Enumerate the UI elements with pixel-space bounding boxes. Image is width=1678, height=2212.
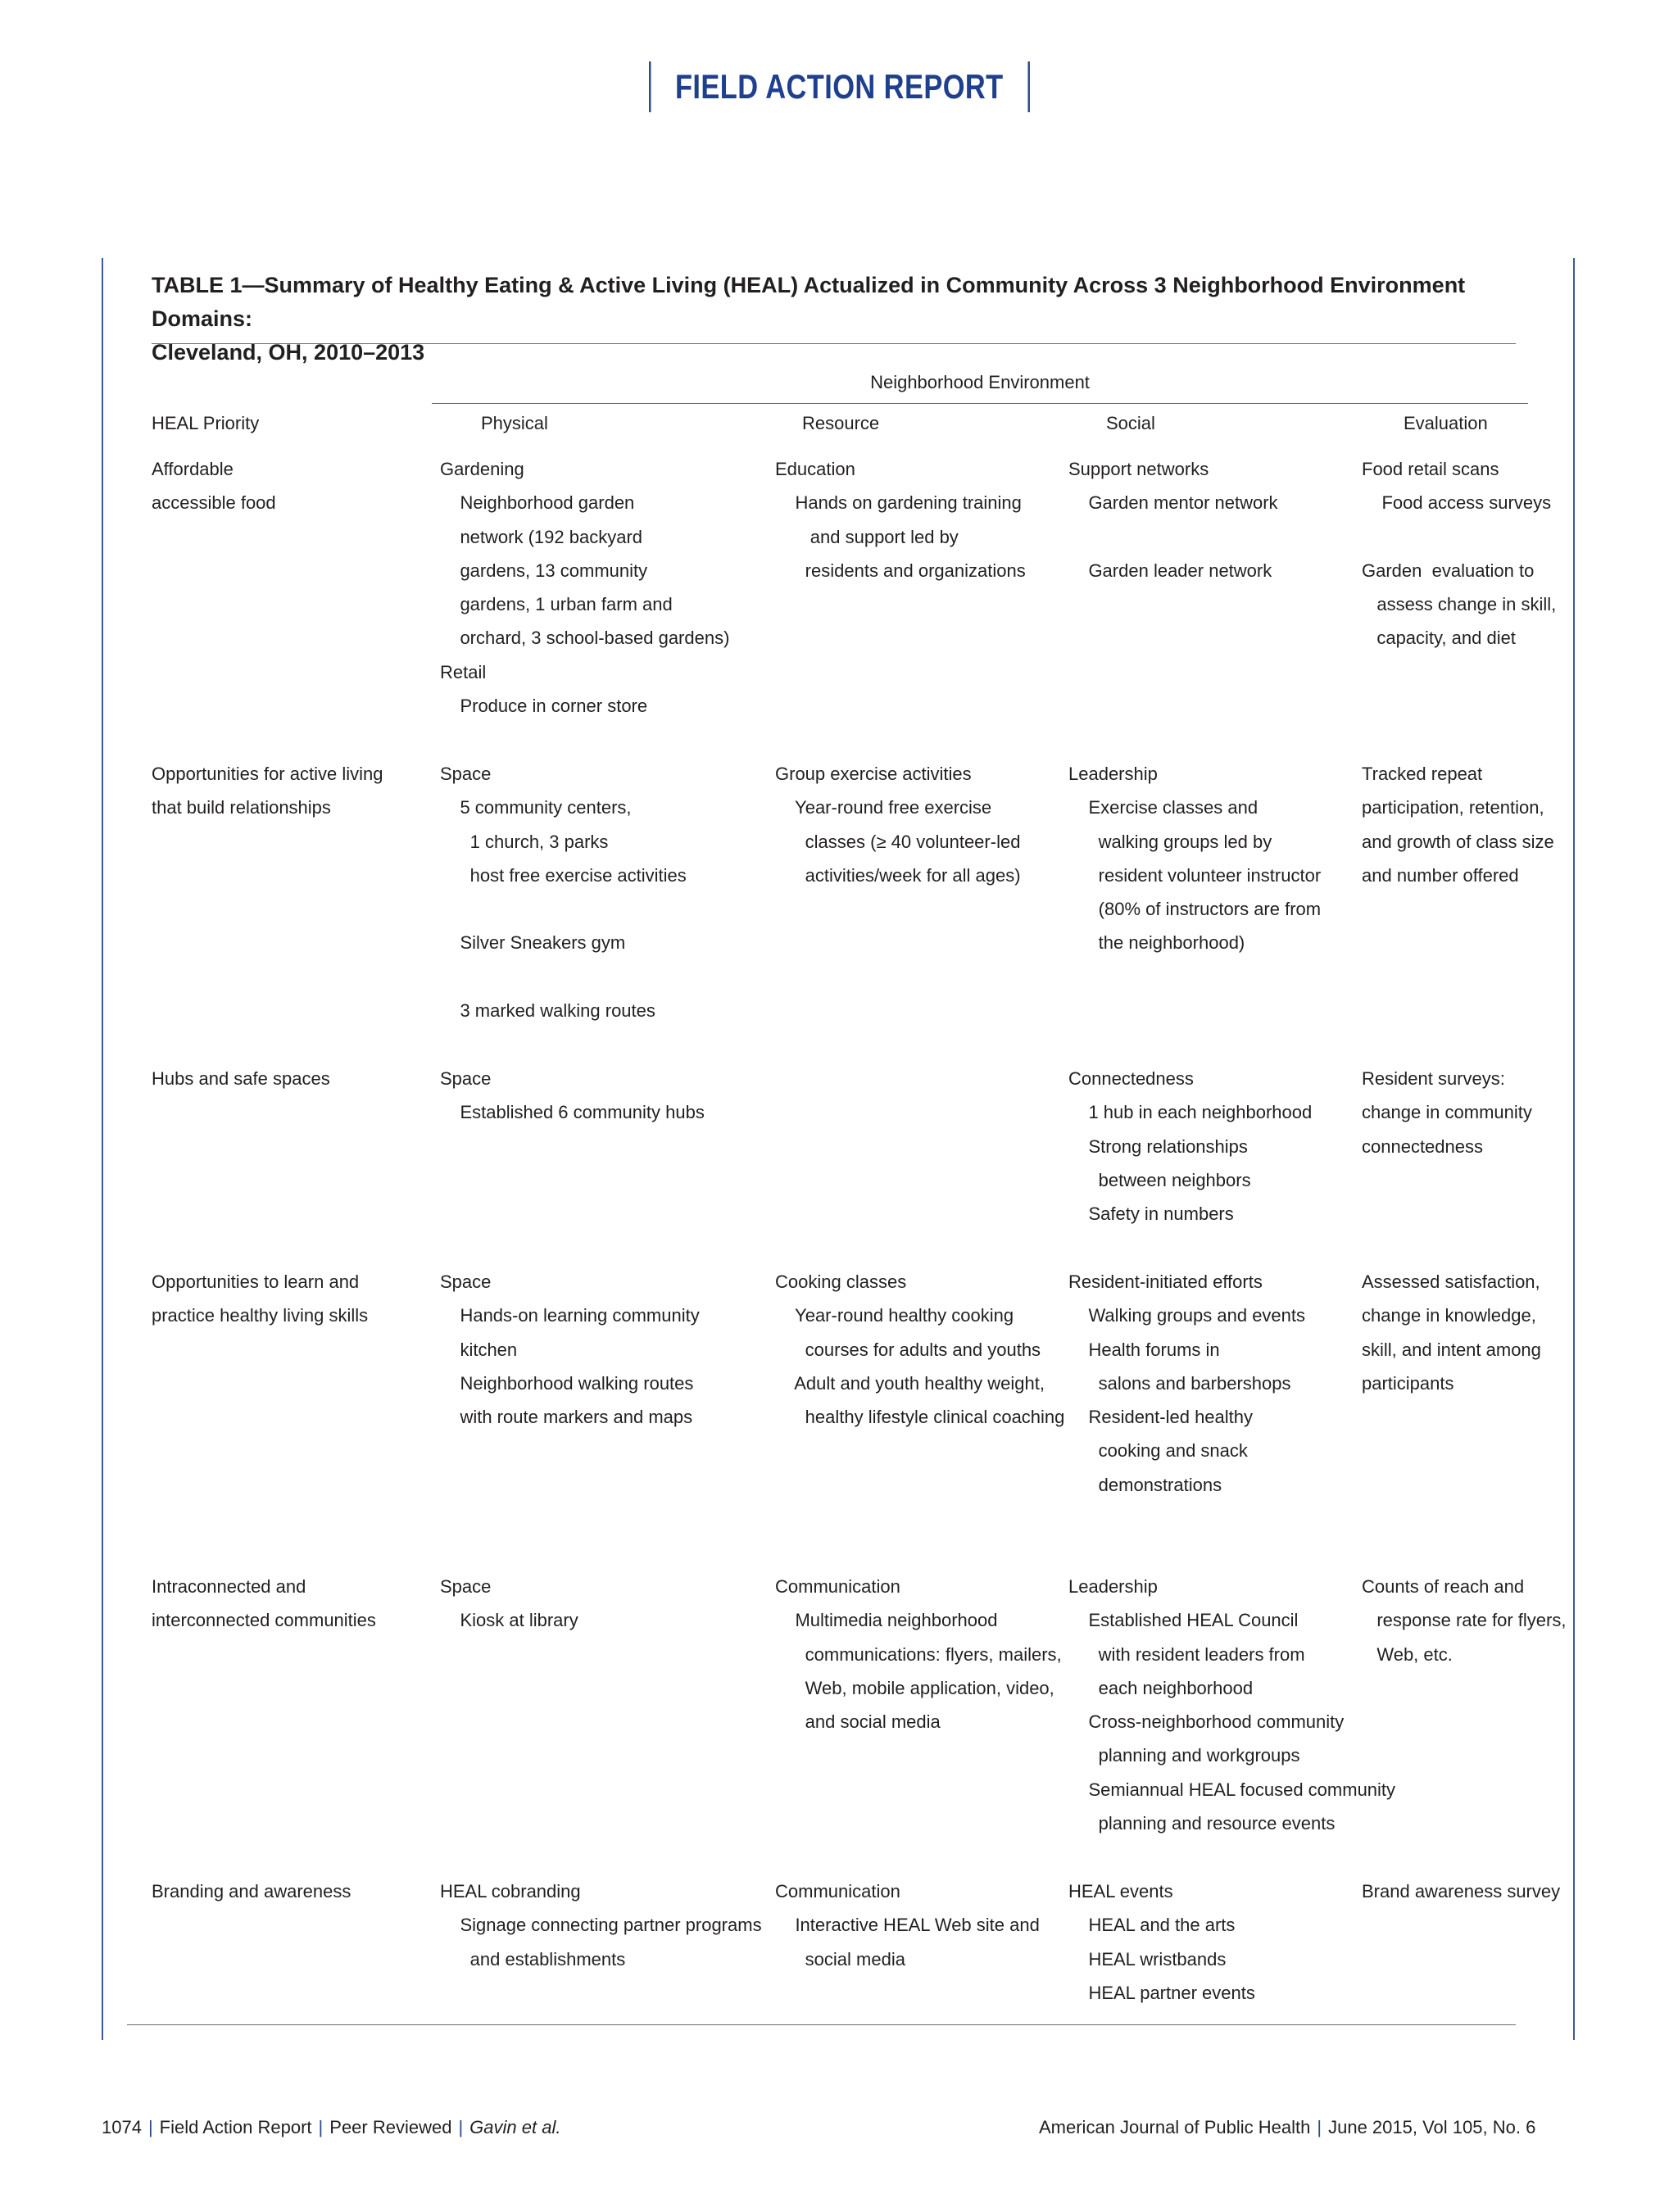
- row-2-physical: Space 5 community centers, 1 church, 3 parks host free exercise activities Silver Sneakers gym 3 marked walking routes: [440, 764, 687, 1022]
- footer-right: [1039, 2114, 1535, 2142]
- row-5-priority: Intraconnected and interconnected communities: [152, 1576, 376, 1631]
- table-bottom-rule: [127, 2024, 1516, 2025]
- footer-separator: |: [458, 2117, 464, 2137]
- running-header: [0, 61, 1678, 112]
- row-2-evaluation: Tracked repeat participation, retention, and growth of class size and number offered: [1362, 764, 1554, 886]
- row-6-resource: Communication Interactive HEAL Web site and social media: [775, 1881, 1040, 1969]
- issue-info: June 2015, Vol 105, No. 6: [1328, 2117, 1536, 2137]
- footer-author: Gavin et al.: [469, 2117, 561, 2137]
- footer-separator: |: [318, 2117, 324, 2137]
- row-3-evaluation: Resident surveys: change in community connectedness: [1362, 1068, 1532, 1157]
- page-number: 1074: [102, 2117, 142, 2137]
- column-header-social: Social: [1106, 413, 1155, 433]
- column-header-resource: Resource: [802, 413, 880, 433]
- row-4-physical: Space Hands-on learning community kitchen Neighborhood walking routes with route markers and maps: [440, 1271, 700, 1428]
- section-heading: FIELD ACTION REPORT: [649, 61, 1030, 112]
- row-1-priority: Affordable accessible food: [152, 459, 276, 514]
- row-3-priority: Hubs and safe spaces: [152, 1068, 330, 1089]
- row-1-evaluation: Food retail scans Food access surveys Garden evaluation to assess change in skill, capacity, and diet: [1362, 459, 1557, 649]
- column-header-evaluation: Evaluation: [1404, 413, 1488, 433]
- row-4-priority: Opportunities to learn and practice healthy living skills: [152, 1271, 369, 1326]
- row-1-resource: Education Hands on gardening training and support led by residents and organizations: [775, 459, 1026, 581]
- footer-separator: |: [1317, 2117, 1322, 2137]
- row-2-resource: Group exercise activities Year-round free exercise classes (≥ 40 volunteer-led activities/week for all ages): [775, 764, 1021, 886]
- row-5-resource: Communication Multimedia neighborhood communications: flyers, mailers, Web, mobile application, video, and social media: [775, 1576, 1062, 1733]
- row-6-social: HEAL events HEAL and the arts HEAL wristbands HEAL partner events: [1068, 1881, 1255, 2003]
- row-5-social: Leadership Established HEAL Council with resident leaders from each neighborhood Cross-neighborhood community planning and workgroups Semiannual HEAL focused community planning and resource events: [1068, 1576, 1396, 1834]
- column-header-physical: Physical: [481, 413, 548, 433]
- left-border-rule: [102, 258, 103, 2040]
- row-6-priority: Branding and awareness: [152, 1881, 351, 1902]
- row-4-resource: Cooking classes Year-round healthy cooking courses for adults and youths Adult and youth healthy weight, healthy lifestyle clinical coaching: [775, 1271, 1065, 1428]
- footer-review: Peer Reviewed: [329, 2117, 452, 2137]
- row-2-priority: Opportunities for active living that build relationships: [152, 764, 383, 818]
- row-6-evaluation: Brand awareness survey: [1362, 1881, 1561, 1902]
- neighborhood-environment-header: Neighborhood Environment: [870, 372, 1090, 392]
- footer-left: [102, 2114, 560, 2142]
- journal-name: American Journal of Public Health: [1039, 2117, 1311, 2137]
- table-top-rule: [152, 343, 1516, 344]
- row-1-social: Support networks Garden mentor network Garden leader network: [1068, 459, 1278, 581]
- column-header-priority: HEAL Priority: [152, 413, 260, 433]
- row-4-evaluation: Assessed satisfaction, change in knowledge, skill, and intent among participants: [1362, 1271, 1541, 1394]
- footer-section: Field Action Report: [159, 2117, 312, 2137]
- row-3-physical: Space Established 6 community hubs: [440, 1068, 705, 1123]
- group-header-rule: [432, 403, 1528, 404]
- right-border-rule: [1573, 258, 1575, 2040]
- row-1-physical: Gardening Neighborhood garden network (192 backyard gardens, 13 community gardens, 1 urban farm and orchard, 3 school-based gardens) Retail Produce in corner store: [440, 459, 730, 717]
- row-3-social: Connectedness 1 hub in each neighborhood Strong relationships between neighbors Safety in numbers: [1068, 1068, 1313, 1225]
- table-title: TABLE 1—Summary of Healthy Eating & Active Living (HEAL) Actualized in Community Across 3 Neighborhood Environment Domains: Cleveland, OH, 2010–2013: [152, 273, 1466, 365]
- row-6-physical: HEAL cobranding Signage connecting partner programs and establishments: [440, 1881, 762, 1969]
- footer-separator: |: [147, 2117, 153, 2137]
- row-5-physical: Space Kiosk at library: [440, 1576, 578, 1631]
- row-2-social: Leadership Exercise classes and walking groups led by resident volunteer instructor (80% of instructors are from the neighborhood): [1068, 764, 1322, 954]
- row-4-social: Resident-initiated efforts Walking groups and events Health forums in salons and barbershops Resident-led healthy cooking and snack demonstrations: [1068, 1271, 1306, 1495]
- row-5-evaluation: Counts of reach and response rate for flyers, Web, etc.: [1362, 1576, 1567, 1665]
